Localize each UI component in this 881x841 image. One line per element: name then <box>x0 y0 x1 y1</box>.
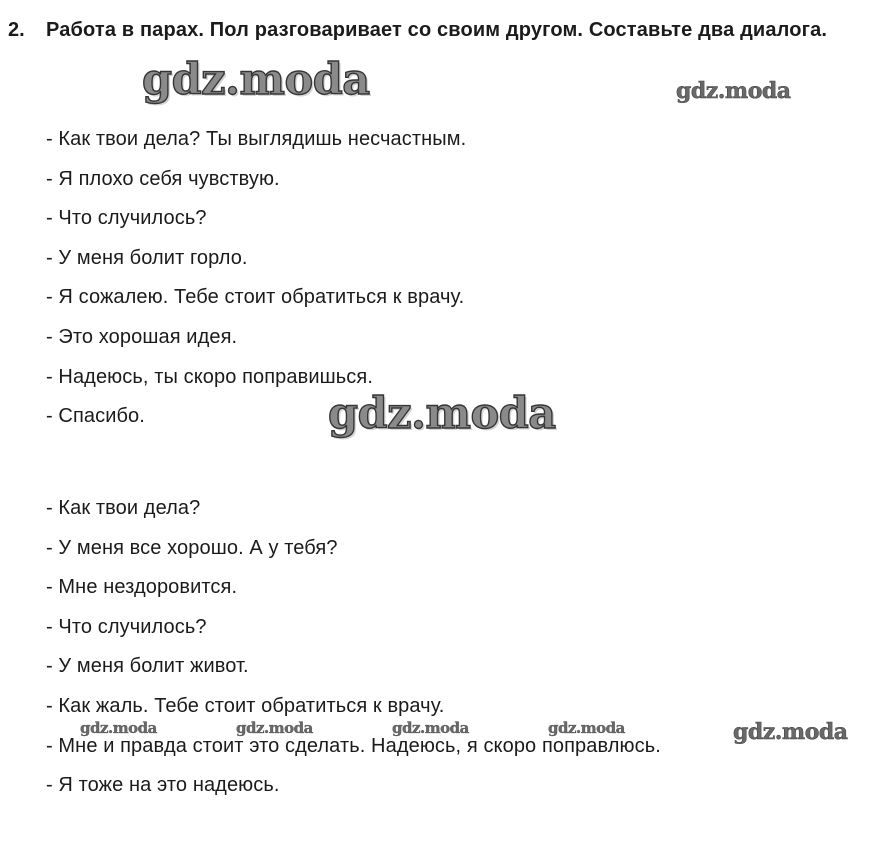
dialogue2-line-2: - У меня все хорошо. А у тебя? <box>46 537 338 559</box>
dialogue1-line-3: - Что случилось? <box>46 207 207 229</box>
dialogue2-line-8: - Я тоже на это надеюсь. <box>46 774 280 796</box>
watermark: gdz.moda <box>236 719 313 737</box>
dialogue2-line-4: - Что случилось? <box>46 616 207 638</box>
dialogue1-line-1: - Как твои дела? Ты выглядишь несчастным. <box>46 128 467 150</box>
dialogue1-line-7: - Надеюсь, ты скоро поправишься. <box>46 366 373 388</box>
dialogue1-line-5: - Я сожалею. Тебе стоит обратиться к врачу. <box>46 286 465 308</box>
task-number: 2. <box>8 19 25 41</box>
dialogue2-line-3: - Мне нездоровится. <box>46 576 238 598</box>
watermark: gdz.moda <box>392 719 469 737</box>
watermark: gdz.moda <box>80 719 157 737</box>
dialogue1-line-4: - У меня болит горло. <box>46 247 248 269</box>
dialogue2-line-7: - Мне и правда стоит это сделать. Надеюсь, я скоро поправлюсь. <box>46 735 661 757</box>
watermark: gdz.moda <box>142 55 370 105</box>
watermark: gdz.moda <box>328 389 556 439</box>
dialogue2-line-6: - Как жаль. Тебе стоит обратиться к врачу. <box>46 695 445 717</box>
watermark: gdz.moda <box>733 719 848 745</box>
dialogue1-line-6: - Это хорошая идея. <box>46 326 238 348</box>
dialogue1-line-2: - Я плохо себя чувствую. <box>46 168 280 190</box>
dialogue1-line-8: - Спасибо. <box>46 405 145 427</box>
watermark: gdz.moda <box>676 78 791 104</box>
task-header <box>8 10 874 51</box>
watermark: gdz.moda <box>548 719 625 737</box>
dialogue2-line-5: - У меня болит живот. <box>46 655 249 677</box>
task-instruction: Работа в парах. Пол разговаривает со своим другом. Составьте два диалога. <box>46 19 828 41</box>
dialogue2-line-1: - Как твои дела? <box>46 497 201 519</box>
